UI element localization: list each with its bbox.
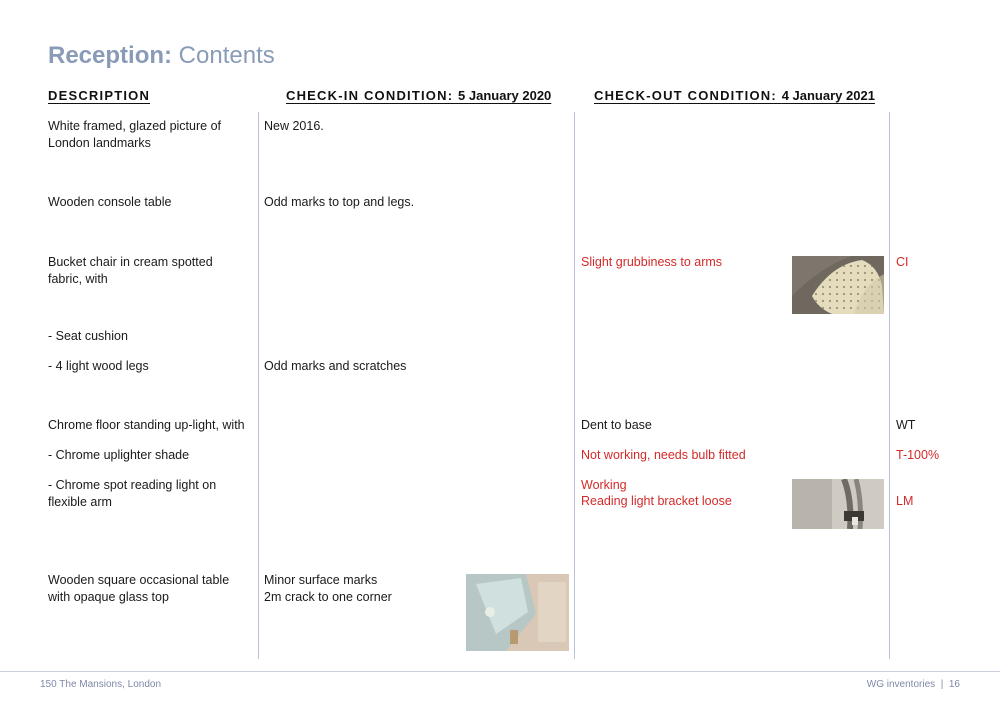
row-console-checkin: Odd marks to top and legs. [264,195,415,209]
header-checkin [286,88,551,103]
row-cushion-description: - Seat cushion [48,329,128,343]
row-shade-description: - Chrome uplighter shade [48,448,190,462]
reading-light-photo [792,479,884,529]
row-picture-checkin: New 2016. [264,119,324,133]
row-spot-checkout-working: Working [581,478,627,492]
row-spot-checkout-bracket: Reading light bracket loose [581,494,732,508]
row-chair-checkout: Slight grubbiness to arms [581,255,723,269]
row-chair-code: CI [896,255,909,269]
row-shade-code: T-100% [896,448,940,462]
footer-separator: | [940,679,944,690]
row-legs-checkin: Odd marks and scratches [264,359,407,373]
footer-company: WG inventories [866,679,936,690]
header-checkout-date: 4 January 2021 [781,88,875,103]
row-picture-description: White framed, glazed picture of London landmarks [48,119,221,150]
page-title-section: Reception: [48,42,173,69]
row-uplight-checkout: Dent to base [581,418,652,432]
column-divider-2 [574,112,575,659]
table-photo [466,574,569,651]
table-photo-image [466,574,569,651]
header-checkin-label: CHECK-IN CONDITION: [286,88,459,103]
footer-address: 150 The Mansions, London [40,679,162,690]
row-spot-description: - Chrome spot reading light on flexible arm [48,478,217,509]
chair-photo-image [792,256,884,314]
page-title [48,42,275,70]
chair-photo [792,256,884,314]
row-table-description: Wooden square occasional table with opaque glass top [48,573,230,604]
column-divider-1 [258,112,259,659]
row-uplight-code: WT [896,418,916,432]
row-table-checkin-marks: Minor surface marks [264,573,378,587]
footer-right [867,679,960,690]
header-description: DESCRIPTION [48,88,151,103]
footer-divider [0,671,1000,672]
row-uplight-description: Chrome floor standing up-light, with [48,418,245,432]
page-title-subject: Contents [172,42,275,69]
row-legs-description: - 4 light wood legs [48,359,149,373]
column-divider-3 [889,112,890,659]
row-spot-code: LM [896,494,914,508]
row-table-checkin-crack: 2m crack to one corner [264,590,392,604]
header-checkin-date: 5 January 2020 [458,88,552,103]
row-console-description: Wooden console table [48,195,172,209]
footer-page-number: 16 [948,679,960,690]
header-checkout-label: CHECK-OUT CONDITION: [594,88,782,103]
row-shade-checkout: Not working, needs bulb fitted [581,448,746,462]
reading-light-photo-image [792,479,884,529]
row-chair-description: Bucket chair in cream spotted fabric, with [48,255,213,286]
header-checkout [594,88,875,103]
